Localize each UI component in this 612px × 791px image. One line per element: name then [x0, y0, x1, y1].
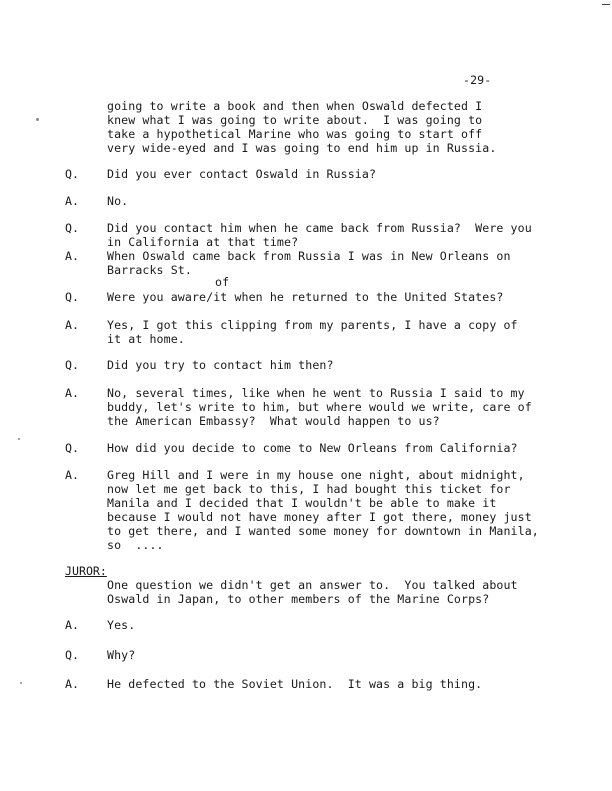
speaker-label: A. — [65, 194, 79, 208]
speaker-label: Q. — [65, 290, 79, 304]
entry-line: Did you try to contact him then? — [107, 358, 334, 372]
speaker-label: A. — [65, 386, 79, 400]
entry-line: because I would not have money after I got there, money just — [107, 510, 532, 524]
entry-line: When Oswald came back from Russia I was in New Orleans on — [107, 249, 511, 263]
entry-line: He defected to the Soviet Union. It was a big thing. — [107, 677, 483, 691]
juror-label: JUROR: — [65, 564, 107, 578]
entry-line: One question we didn't get an answer to. You talked about — [107, 578, 518, 592]
entry-line: Did you ever contact Oswald in Russia? — [107, 167, 377, 181]
continuation-line: going to write a book and then when Oswald defected I — [107, 99, 483, 113]
entry-line: so .... — [107, 538, 164, 552]
entry-line: to get there, and I wanted some money for downtown in Manila, — [107, 524, 539, 538]
speaker-label: A. — [65, 618, 79, 632]
speaker-label: Q. — [65, 221, 79, 235]
entry-line: Oswald in Japan, to other members of the Marine Corps? — [107, 592, 490, 606]
speaker-label: Q. — [65, 167, 79, 181]
scan-speck — [18, 438, 20, 440]
entry-line: Greg Hill and I were in my house one night, about midnight, — [107, 468, 525, 482]
entry-line: No. — [107, 194, 129, 208]
speaker-label: Q. — [65, 441, 79, 455]
page-number: -29- — [463, 73, 492, 87]
entry-line: Yes. — [107, 618, 136, 632]
entry-line: it at home. — [107, 332, 185, 346]
entry-line: No, several times, like when he went to Russia I said to my — [107, 386, 525, 400]
entry-line: in California at that time? — [107, 235, 299, 249]
entry-line: Yes, I got this clipping from my parents, I have a copy of — [107, 318, 518, 332]
speaker-label: Q. — [65, 358, 79, 372]
continuation-line: knew what I was going to write about. I was going to — [107, 113, 483, 127]
entry-line: Why? — [107, 648, 136, 662]
entry-line: now let me get back to this, I had bought this ticket for — [107, 482, 511, 496]
entry-line: buddy, let's write to him, but where would we write, care of — [107, 400, 532, 414]
scan-speck — [20, 682, 22, 684]
speaker-label: A. — [65, 318, 79, 332]
speaker-label: Q. — [65, 648, 79, 662]
entry-line: Were you aware/it when he returned to the United States? — [107, 290, 504, 304]
entry-line: the American Embassy? What would happen to us? — [107, 414, 440, 428]
entry-line: Manila and I decided that I wouldn't be able to make it — [107, 496, 497, 510]
page-edge-mark — [602, 4, 610, 5]
entry-line: How did you decide to come to New Orleans from California? — [107, 441, 518, 455]
handwritten-insert: of — [215, 275, 230, 289]
speaker-label: A. — [65, 468, 79, 482]
entry-line: Did you contact him when he came back from Russia? Were you — [107, 221, 532, 235]
speaker-label: A. — [65, 677, 79, 691]
scan-speck — [36, 118, 39, 121]
continuation-line: take a hypothetical Marine who was going to start off — [107, 127, 483, 141]
speaker-label: A. — [65, 249, 79, 263]
entry-line: Barracks St. — [107, 263, 192, 277]
continuation-line: very wide-eyed and I was going to end him up in Russia. — [107, 141, 497, 155]
